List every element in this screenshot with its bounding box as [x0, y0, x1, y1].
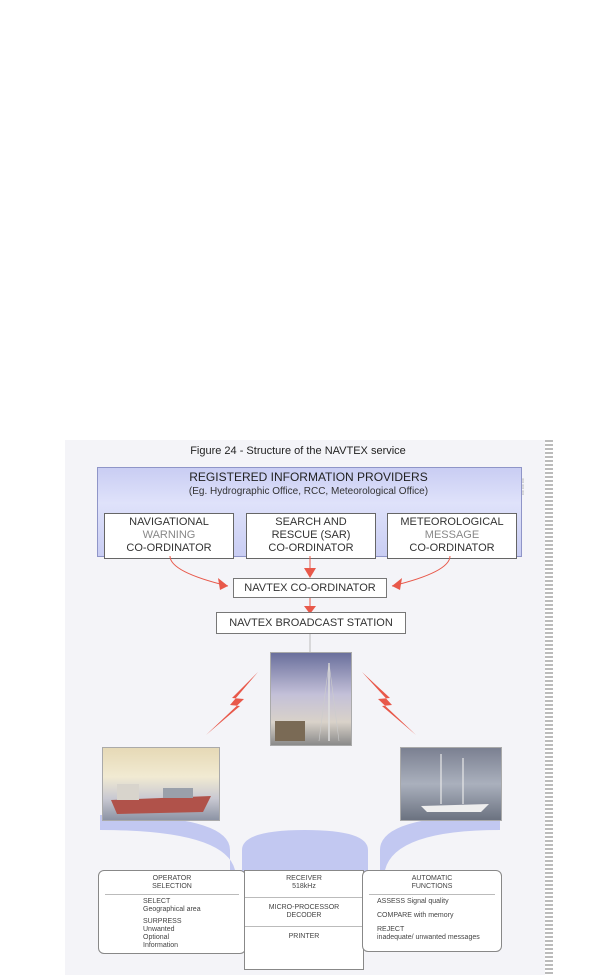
lightning-left: [206, 672, 258, 735]
operator-title-2: SELECTION: [152, 883, 192, 890]
microprocessor-label: MICRO-PROCESSOR: [268, 904, 340, 911]
navtex-coordinator-box: NAVTEX CO-ORDINATOR: [233, 578, 387, 598]
operator-title-1: OPERATOR: [152, 875, 192, 882]
mast-drawing: [271, 653, 351, 745]
sailing-yacht-photo: [400, 747, 502, 821]
reject-detail-text: inadequate/ unwanted messages: [377, 934, 480, 941]
automatic-title-1: AUTOMATIC: [411, 875, 453, 882]
arrowhead-right: [392, 578, 402, 590]
reject-text: REJECT: [377, 926, 405, 933]
receiver-label: RECEIVER: [286, 875, 322, 882]
surpress-value-1: Unwanted: [143, 926, 175, 933]
arrowhead-left: [218, 578, 228, 590]
printer-label: PRINTER: [288, 933, 320, 940]
surpress-label: SURPRESS: [143, 918, 182, 925]
assess-text: ASSESS Signal quality: [377, 898, 449, 905]
coordinator-line: SEARCH AND: [275, 516, 347, 528]
select-value: Geographical area: [143, 906, 201, 913]
operator-selection-panel: [98, 870, 246, 954]
coordinator-line: CO-ORDINATOR: [126, 542, 212, 554]
compare-text: COMPARE with memory: [377, 912, 454, 919]
figure-title: Figure 24 - Structure of the NAVTEX service: [190, 445, 406, 457]
coordinator-line: METEOROLOGICAL: [400, 516, 504, 528]
receiver-frequency: 518kHz: [292, 883, 316, 890]
side-code: ▯▯▯: [520, 478, 526, 496]
yacht-drawing: [401, 748, 501, 820]
surpress-value-3: Information: [143, 942, 179, 949]
providers-title: REGISTERED INFORMATION PROVIDERS: [189, 470, 428, 484]
signal-stream: [100, 815, 500, 870]
surpress-value-2: Optional: [143, 934, 170, 941]
coordinator-line: RESCUE (SAR): [271, 529, 351, 541]
coordinator-line: WARNING: [142, 529, 196, 541]
cargo-ship-photo: [102, 747, 220, 821]
arrowhead-center: [304, 568, 316, 578]
ship-drawing: [103, 748, 219, 820]
receiver-panel: [244, 870, 364, 970]
broadcast-station-box: NAVTEX BROADCAST STATION: [216, 612, 406, 634]
providers-subtitle: (Eg. Hydrographic Office, RCC, Meteorological Office): [188, 486, 429, 497]
transmitter-mast-photo: [270, 652, 352, 746]
lightning-right: [362, 672, 416, 735]
decoder-label: DECODER: [286, 912, 322, 919]
automatic-title-2: FUNCTIONS: [411, 883, 453, 890]
coordinator-line: NAVIGATIONAL: [129, 516, 209, 528]
coordinator-line: CO-ORDINATOR: [268, 542, 354, 554]
coordinator-line: MESSAGE: [424, 529, 480, 541]
coordinator-line: CO-ORDINATOR: [409, 542, 495, 554]
automatic-functions-panel: [362, 870, 502, 952]
select-label: SELECT: [143, 898, 171, 905]
